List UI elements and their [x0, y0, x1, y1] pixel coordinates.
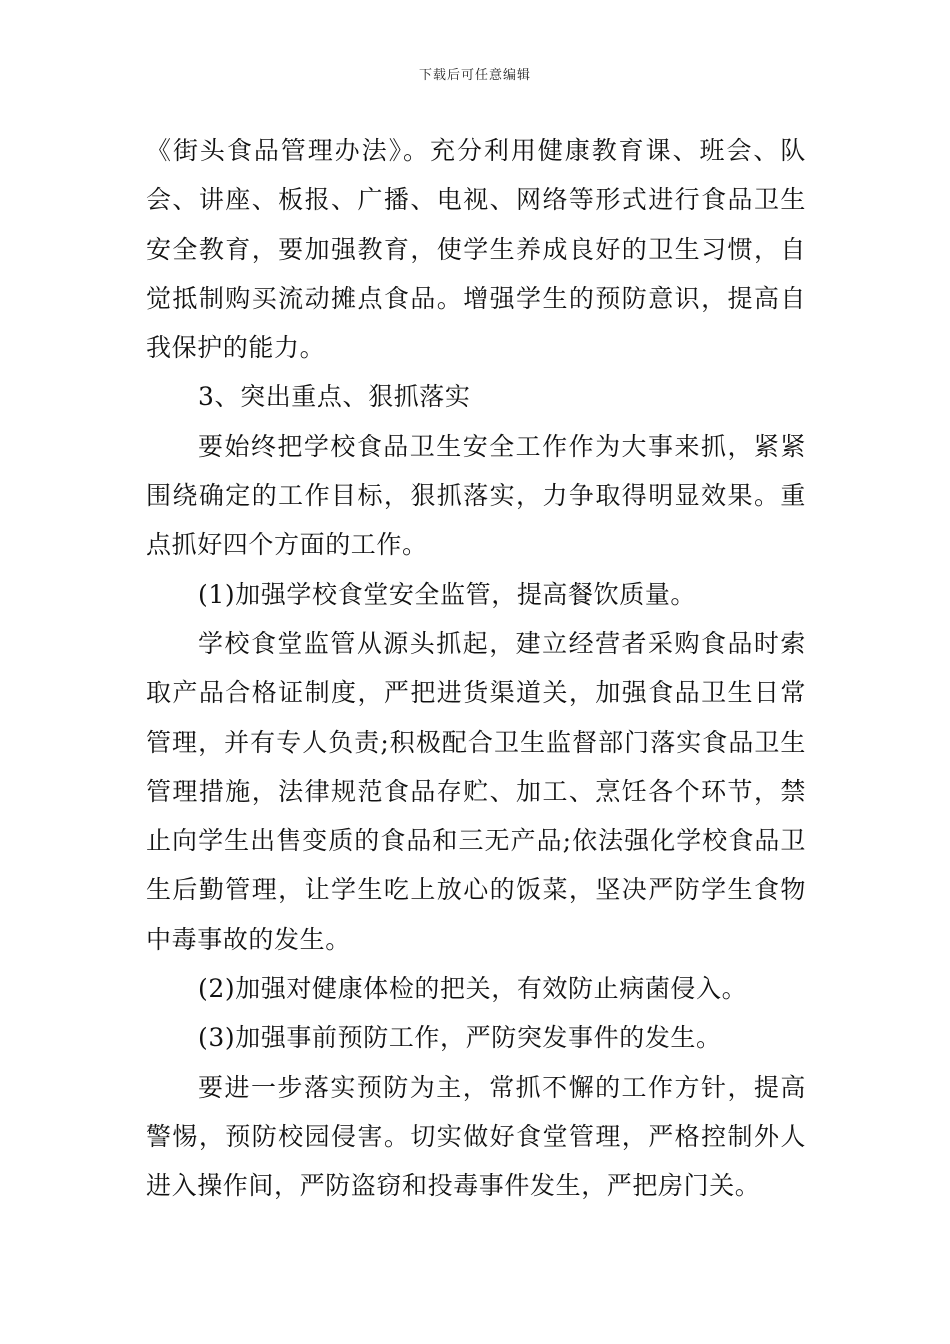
document-body — [146, 126, 806, 1211]
paragraph-4-item-1: (1)加强学校食堂安全监管，提高餐饮质量。 — [198, 579, 697, 609]
paragraph-7-item-3: (3)加强事前预防工作，严防突发事件的发生。 — [198, 1023, 722, 1053]
paragraph-6-item-2: (2)加强对健康体检的把关，有效防止病菌侵入。 — [198, 974, 748, 1004]
paragraph-2-heading: 3、突出重点、狠抓落实 — [198, 382, 471, 412]
paragraph-3: 要始终把学校食品卫生安全工作作为大事来抓，紧紧围绕确定的工作目标，狠抓落实，力争取得明显效果。重点抓好四个方面的工作。 — [146, 431, 806, 560]
paragraph-1: 《街头食品管理办法》。充分利用健康教育课、班会、队会、讲座、板报、广播、电视、网络等形式进行食品卫生安全教育，要加强教育，使学生养成良好的卫生习惯，自觉抵制购买流动摊点食品。增强学生的预防意识，提高自我保护的能力。 — [146, 136, 806, 363]
paragraph-5: 学校食堂监管从源头抓起，建立经营者采购食品时索取产品合格证制度，严把进货渠道关，加强食品卫生日常管理，并有专人负责;积极配合卫生监督部门落实食品卫生管理措施，法律规范食品存贮、加工、烹饪各个环节，禁止向学生出售变质的食品和三无产品;依法强化学校食品卫生后勤管理，让学生吃上放心的饭菜，坚决严防学生食物中毒事故的发生。 — [146, 628, 806, 954]
page-header-note: 下载后可任意编辑 — [418, 68, 531, 83]
paragraph-8: 要进一步落实预防为主，常抓不懈的工作方针，提高警惕，预防校园侵害。切实做好食堂管理，严格控制外人进入操作间，严防盗窃和投毒事件发生，严把房门关。 — [146, 1072, 806, 1201]
